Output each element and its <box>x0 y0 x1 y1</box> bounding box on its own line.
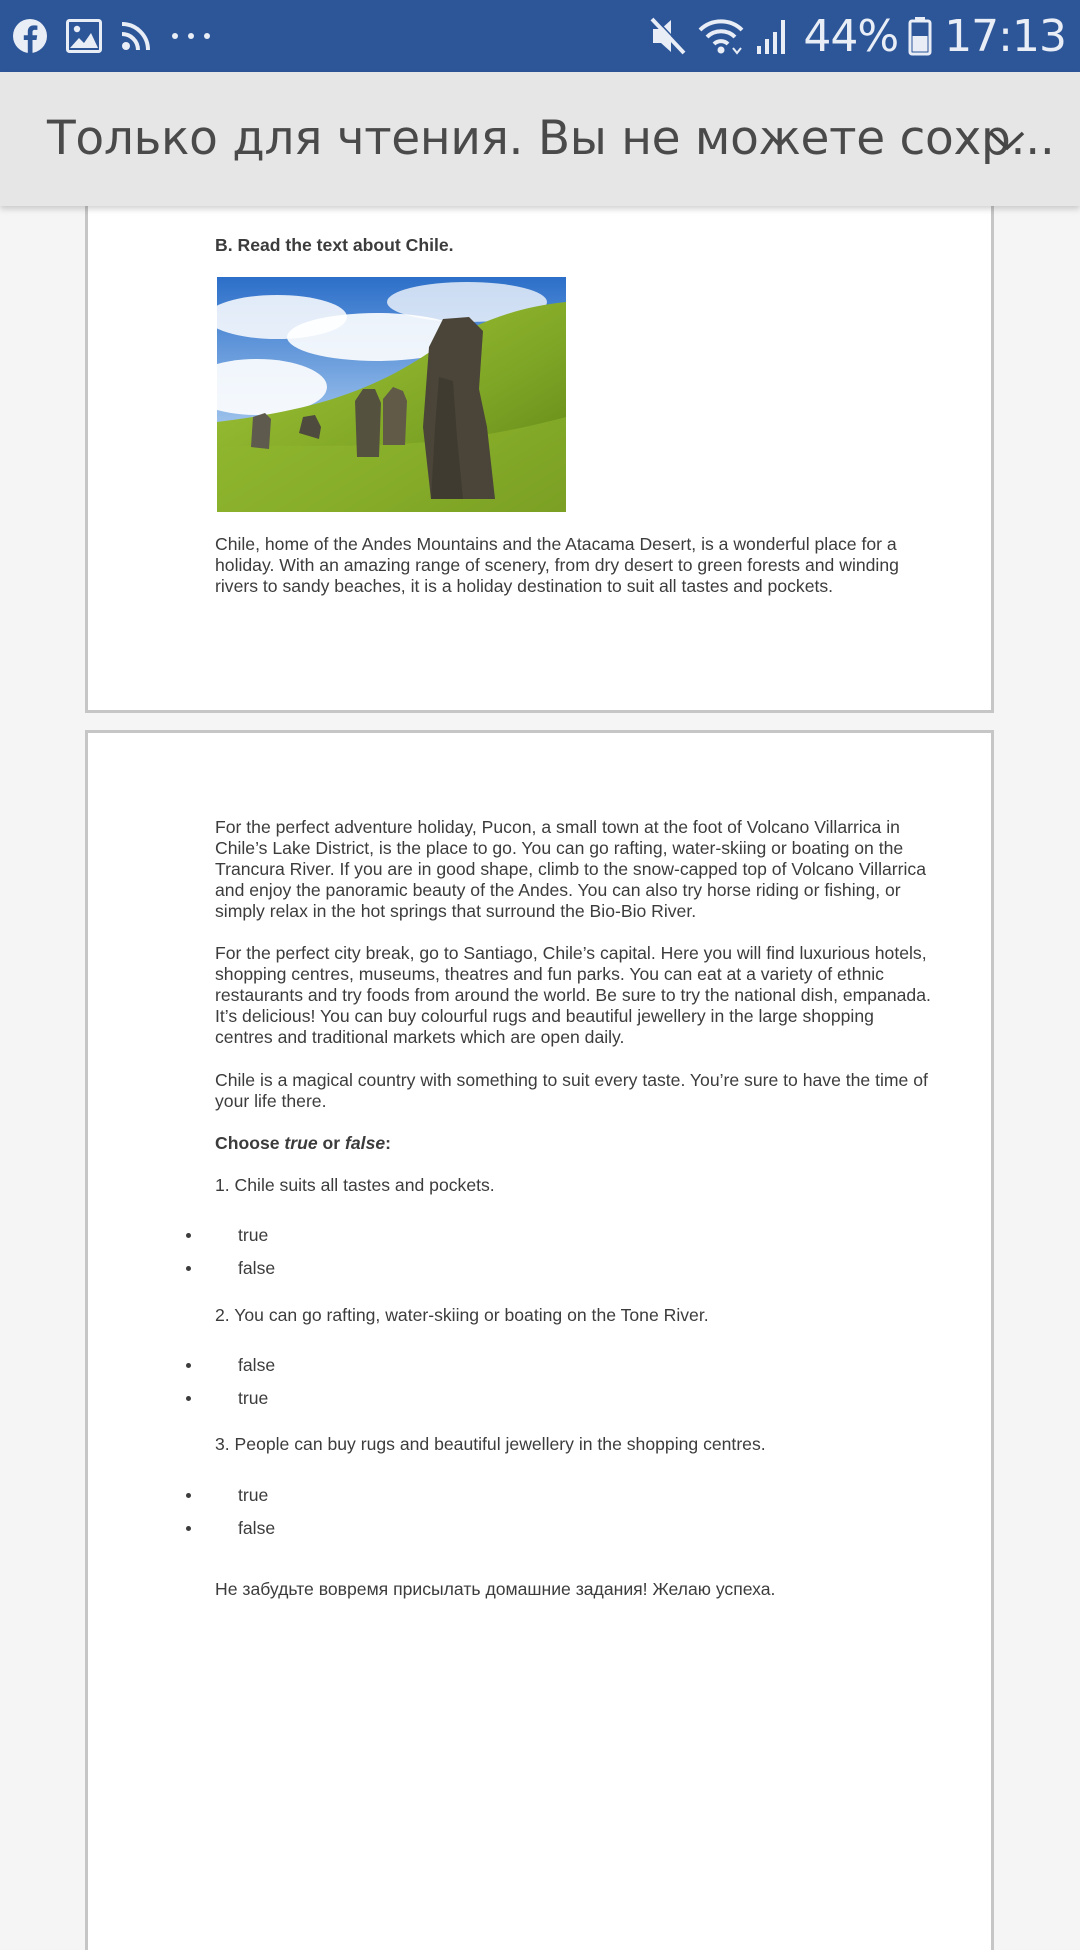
mute-icon <box>649 16 687 56</box>
status-bar-right <box>639 8 1066 64</box>
battery-icon <box>908 16 932 56</box>
battery-percent: 44% <box>803 10 899 62</box>
instruction-colon: : <box>385 1133 391 1153</box>
status-bar <box>0 0 1080 72</box>
option-label: false <box>238 1517 276 1538</box>
wifi-icon <box>697 16 745 56</box>
chevron-down-icon[interactable] <box>984 118 1030 164</box>
paragraph-city-break: For the perfect city break, go to Santiago, Chile’s capital. Here you will find luxurious hotels, shopping centres, museums, theatres and fun parks. You can eat at a variety of ethnic restaurants and try foods from around the world. Be sure to try the national dish, empanada. It’s delicious! You can buy colourful rugs and beautiful jewellery in the large shopping centres and traditional markets which are open daily. <box>215 943 931 1047</box>
bullet-dot <box>186 1493 191 1498</box>
instruction-choose: Choose <box>215 1133 285 1153</box>
question-3-option-2[interactable] <box>186 1517 275 1539</box>
bullet-dot <box>186 1266 191 1271</box>
gallery-icon <box>66 14 102 58</box>
bullet-dot <box>186 1233 191 1238</box>
question-2-option-2[interactable] <box>186 1387 268 1409</box>
question-1-option-1[interactable] <box>186 1224 268 1246</box>
option-label: true <box>238 1387 269 1408</box>
read-only-title: Только для чтения. Вы не можете сохр... <box>47 111 1055 166</box>
rss-icon <box>120 14 152 58</box>
signal-icon <box>755 16 791 56</box>
option-label: true <box>238 1484 269 1505</box>
moai-photo <box>217 277 566 512</box>
bullet-dot <box>186 1526 191 1531</box>
paragraph-conclusion: Chile is a magical country with something to suit every taste. You’re sure to have the time of your life there. <box>215 1070 928 1111</box>
instruction-true: true <box>284 1133 318 1153</box>
more-icon <box>170 14 212 58</box>
section-title: B. Read the text about Chile. <box>215 235 454 255</box>
option-label: false <box>238 1354 276 1375</box>
closing-note: Не забудьте вовремя присылать домашние задания! Желаю успеха. <box>215 1579 776 1599</box>
question-2: 2. You can go rafting, water-skiing or boating on the Tone River. <box>215 1305 709 1325</box>
question-1: 1. Chile suits all tastes and pockets. <box>215 1175 495 1195</box>
question-2-option-1[interactable] <box>186 1354 275 1376</box>
facebook-icon <box>12 14 48 58</box>
question-3: 3. People can buy rugs and beautiful jewellery in the shopping centres. <box>215 1434 766 1454</box>
status-bar-left <box>12 14 230 58</box>
question-1-option-2[interactable] <box>186 1257 275 1279</box>
intro-paragraph: Chile, home of the Andes Mountains and the Atacama Desert, is a wonderful place for a holiday. With an amazing range of scenery, from dry desert to green forests and winding rivers to sandy beaches, it is a holiday destination to suit all tastes and pockets. <box>215 534 899 596</box>
read-only-banner[interactable] <box>0 72 1080 206</box>
instruction-false: false <box>345 1133 386 1153</box>
clock: 17:13 <box>944 10 1066 62</box>
bullet-dot <box>186 1396 191 1401</box>
question-3-option-1[interactable] <box>186 1484 268 1506</box>
instruction-or: or <box>317 1133 346 1153</box>
option-label: false <box>238 1257 276 1278</box>
option-label: true <box>238 1224 269 1245</box>
paragraph-adventure: For the perfect adventure holiday, Pucon, a small town at the foot of Volcano Villarrica in Chile’s Lake District, is the place to go. You can go rafting, water-skiing or boating on the Trancura River. If you are in good shape, climb to the snow-capped top of Volcano Villarrica and enjoy the panoramic beauty of the Andes. You can also try horse riding or fishing, or simply relax in the hot springs that surround the Bio-Bio River. <box>215 817 926 921</box>
instruction <box>215 1133 935 1154</box>
bullet-dot <box>186 1363 191 1368</box>
